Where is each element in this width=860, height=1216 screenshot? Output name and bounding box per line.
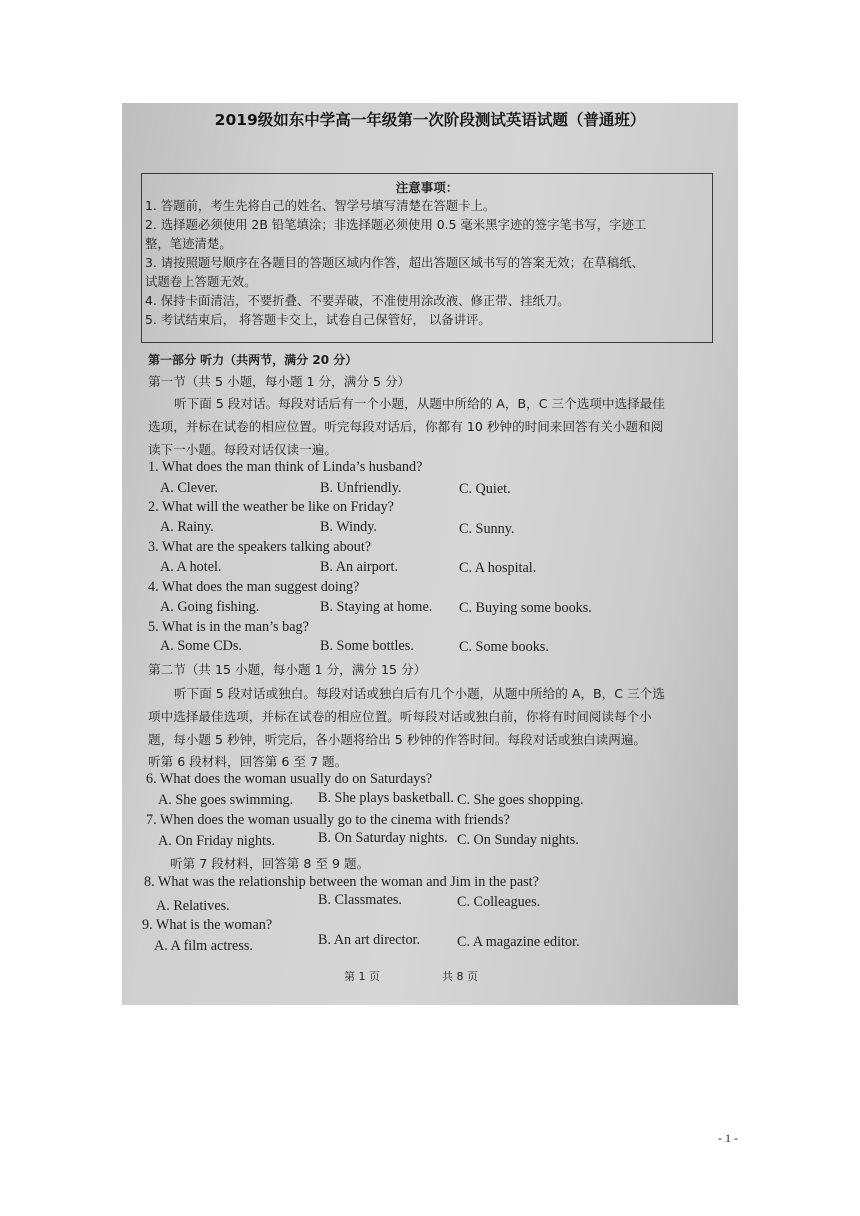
notice-heading: 注意事项： — [395, 180, 459, 195]
option-a: A. A hotel. — [160, 559, 222, 575]
option-a: A. Clever. — [160, 480, 218, 496]
notice-item: 5. 考试结束后， 将答题卡交上，试卷自己保管好， 以备讲评。 — [145, 312, 491, 327]
notice-item: 整，笔迹清楚。 — [145, 236, 232, 251]
option-c: C. She goes shopping. — [457, 792, 584, 808]
question-1: 1. What does the man think of Linda’s husband? — [148, 459, 423, 475]
question-5: 5. What is in the man’s bag? — [148, 619, 309, 635]
option-a: A. A film actress. — [154, 938, 253, 954]
option-b: B. Some bottles. — [320, 638, 414, 654]
question-9: 9. What is the woman? — [142, 917, 273, 933]
option-a: A. Rainy. — [160, 519, 214, 535]
question-3: 3. What are the speakers talking about? — [148, 539, 372, 555]
option-c: C. Sunny. — [459, 521, 515, 537]
option-b: B. An art director. — [318, 932, 421, 948]
notice-item: 2. 选择题必须使用 2B 铅笔填涂；非选择题必须使用 0.5 毫米黑字迹的签字笔书写，字迹工 — [145, 217, 647, 232]
section-two-instruction: 项中选择最佳选项，并标在试卷的相应位置。听每段对话或独白前，你将有时间阅读每个小 — [148, 709, 652, 724]
question-6: 6. What does the woman usually do on Saturdays? — [146, 771, 433, 787]
footer-total: 共 8 页 — [442, 970, 478, 983]
section-one-instruction: 读下一小题。每段对话仅读一遍。 — [148, 442, 337, 457]
option-b: B. An airport. — [320, 559, 399, 575]
option-c: C. On Sunday nights. — [457, 832, 579, 848]
notice-item: 试题卷上答题无效。 — [145, 274, 257, 289]
question-8: 8. What was the relationship between the woman and Jim in the past? — [144, 874, 539, 890]
option-a: A. On Friday nights. — [158, 833, 276, 849]
option-b: B. She plays basketball. — [318, 790, 454, 806]
notice-item: 3. 请按照题号顺序在各题目的答题区域内作答，超出答题区域书写的答案无效；在草稿纸、 — [145, 255, 644, 270]
option-b: B. On Saturday nights. — [318, 830, 448, 846]
section-one-heading: 第一节（共 5 小题，每小题 1 分，满分 5 分） — [148, 374, 411, 389]
option-a: A. She goes swimming. — [158, 792, 294, 808]
section-one-instruction: 选项，并标在试卷的相应位置。听完每段对话后，你都有 10 秒钟的时间来回答有关小题和阅 — [148, 419, 664, 434]
option-c: C. A hospital. — [459, 560, 537, 576]
page-number: - 1 - — [718, 1131, 738, 1145]
footer-page: 第 1 页 — [344, 970, 380, 983]
option-c: C. Buying some books. — [459, 600, 592, 616]
option-a: A. Relatives. — [156, 898, 230, 914]
notice-box — [141, 173, 713, 343]
option-c: C. Quiet. — [459, 481, 511, 497]
section-one-instruction: 听下面 5 段对话。每段对话后有一个小题，从题中所给的 A，B，C 三个选项中选择最佳 — [174, 396, 665, 411]
part-one-heading: 第一部分 听力（共两节，满分 20 分） — [148, 353, 358, 367]
section-two-heading: 第二节（共 15 小题，每小题 1 分，满分 15 分） — [148, 662, 427, 677]
scanned-exam-page — [122, 103, 738, 1005]
option-a: A. Going fishing. — [160, 599, 260, 615]
section-two-instruction: 题，每小题 5 秒钟，听完后，各小题将给出 5 秒钟的作答时间。每段对话或独白读两遍。 — [148, 732, 647, 747]
option-c: C. Some books. — [459, 639, 549, 655]
option-c: C. A magazine editor. — [457, 934, 580, 950]
notice-item: 1. 答题前，考生先将自己的姓名、智学号填写清楚在答题卡上。 — [145, 198, 496, 213]
material-7-instruction: 听第 7 段材料，回答第 8 至 9 题。 — [170, 856, 370, 871]
option-b: B. Unfriendly. — [320, 480, 402, 496]
exam-title: 2019级如东中学高一年级第一次阶段测试英语试题（普通班） — [214, 111, 646, 129]
option-b: B. Staying at home. — [320, 599, 433, 615]
question-2: 2. What will the weather be like on Friday? — [148, 499, 394, 515]
question-7: 7. When does the woman usually go to the cinema with friends? — [146, 812, 510, 828]
notice-item: 4. 保持卡面清洁，不要折叠、不要弄破，不准使用涂改液、修正带、挂纸刀。 — [145, 293, 570, 308]
option-b: B. Windy. — [320, 519, 377, 535]
material-6-instruction: 听第 6 段材料，回答第 6 至 7 题。 — [148, 754, 348, 769]
option-b: B. Classmates. — [318, 892, 402, 908]
option-c: C. Colleagues. — [457, 894, 541, 910]
section-two-instruction: 听下面 5 段对话或独白。每段对话或独白后有几个小题，从题中所给的 A，B，C 三个选 — [174, 686, 665, 701]
question-4: 4. What does the man suggest doing? — [148, 579, 360, 595]
option-a: A. Some CDs. — [160, 638, 242, 654]
